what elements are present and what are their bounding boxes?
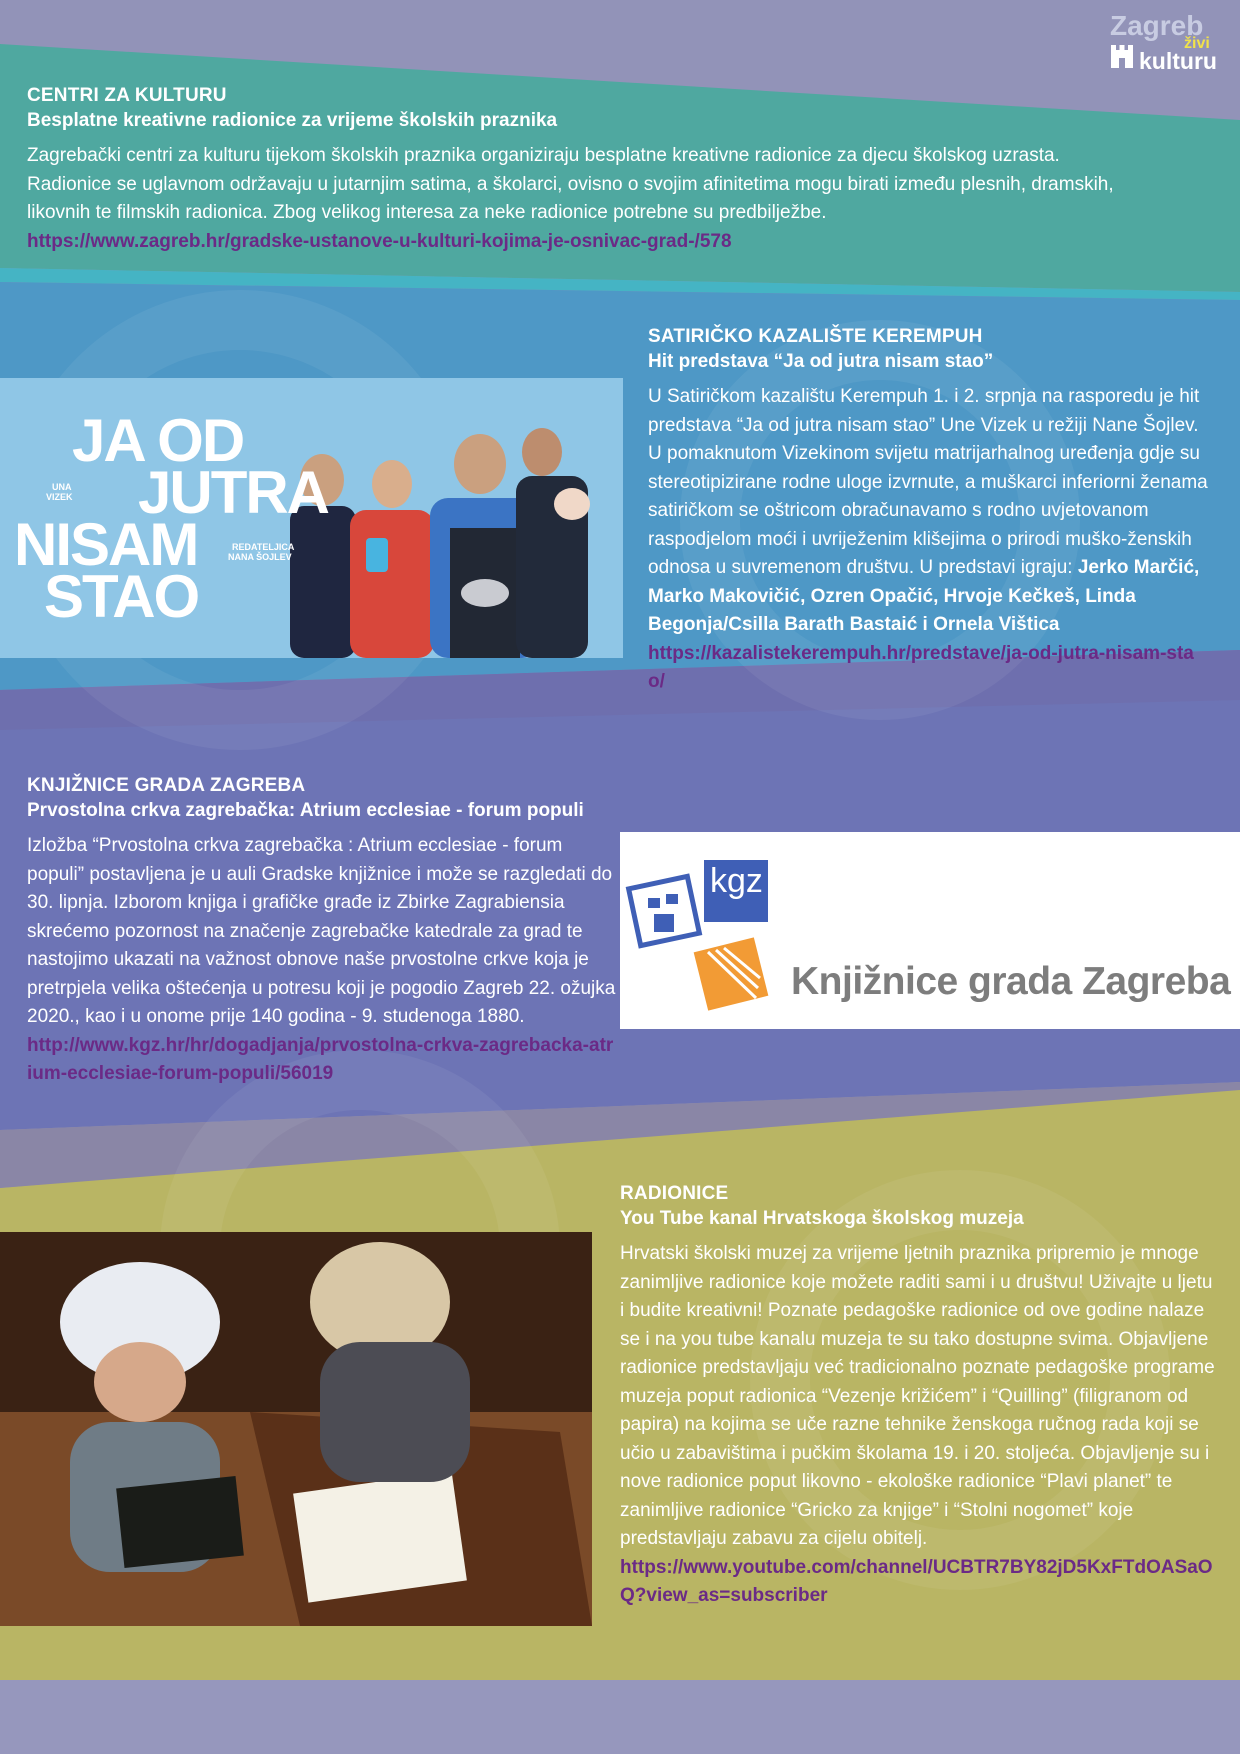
section-centri-za-kulturu [27, 83, 1137, 256]
section-link[interactable]: http://www.kgz.hr/hr/dogadjanja/prvostolna-crkva-zagrebacka-atrium-ecclesiae-forum-populi/56019 [27, 1034, 614, 1084]
section-kicker: CENTRI ZA KULTURU [27, 85, 227, 106]
section-link[interactable]: https://kazalistekerempuh.hr/predstave/ja-od-jutra-nisam-stao/ [648, 642, 1194, 692]
ja-od-jutra-nisam-stao-poster [0, 378, 623, 658]
cast-list: Jerko Marčić, Marko Makovičić, Ozren Opačić, Hrvoje Kečkeš, Linda Begonja/Csilla Barath Bastaić i Ornela Vištica [648, 557, 1200, 635]
logo-line2: živi [1184, 35, 1210, 52]
kgz-logo-name: Knjižnice grada Zagreba [791, 960, 1231, 1003]
section-kerempuh [648, 324, 1210, 697]
actors-illustration [280, 418, 620, 658]
section-subtitle: Hit predstava “Ja od jutra nisam stao” [648, 351, 994, 372]
kgz-logo-panel [620, 832, 1240, 1029]
section-kgz [27, 773, 617, 1089]
poster-author-line2: VIZEK [46, 492, 73, 502]
poster-director-line1: REDATELJICA [232, 542, 295, 552]
section-body [648, 383, 1210, 640]
zagreb-zivi-kulturu-logo [1108, 12, 1228, 72]
body-text: U Satiričkom kazalištu Kerempuh 1. i 2. srpnja na rasporedu je hit predstava “Ja od jutra nisam stao” Une Vizek u režiji Nane Šojlev. U pomaknutom Vizekinom svijetu matrijarhalnog uređenja gdje su stereotipizirane rodne uloge izvrnute, a muškarci inferiorni ženama satiričkom se oštricom obračunavamo s rodno uvjetovanom raspodjelom moći i uvriježenim klišejima o prirodi muško-ženskih odnosa u suvremenom društvu. U predstavi igraju: [648, 386, 1208, 578]
poster-title-line1: JA OD [72, 407, 244, 474]
section-kicker: KNJIŽNICE GRADA ZAGREBA [27, 775, 306, 796]
section-kicker: SATIRIČKO KAZALIŠTE KEREMPUH [648, 326, 983, 347]
section-subtitle: Besplatne kreativne radionice za vrijeme školskih praznika [27, 110, 558, 131]
logo-line1: Zagreb [1110, 10, 1204, 41]
section-radionice [620, 1181, 1220, 1611]
poster-author-line1: UNA [52, 482, 72, 492]
children-at-school-desk-illustration [0, 1232, 592, 1626]
castle-icon [1108, 42, 1136, 70]
section-body: Izložba “Prvostolna crkva zagrebačka : Atrium ecclesiae - forum populi” postavljena je u auli Gradske knjižnice i može se razgledati do 30. lipnja. Izborom knjiga i grafičke građe iz Zbirke Zagrabiensia skrećemo pozornost na značenje zagrebačke katedrale za grad te nastojimo ukazati na važnost obnove naše prvostolne crkve koja je pretrpjela velika oštećenja u potresu koji je pogodio Zagreb 22. ožujka 2020., kao i u onome prije 140 godina - 9. studenoga 1880. [27, 835, 616, 1027]
poster-title-line3: NISAM [14, 511, 198, 578]
kgz-logo-abbr: kgz [710, 862, 763, 900]
section-link[interactable]: https://www.youtube.com/channel/UCBTR7BY82jD5KxFTdOASaOQ?view_as=subscriber [620, 1556, 1213, 1606]
poster-title-line4: STAO [44, 563, 199, 630]
logo-line3: kulturu [1139, 48, 1217, 74]
poster-title-line2: JUTRA [138, 459, 329, 526]
section-subtitle: Prvostolna crkva zagrebačka: Atrium ecclesiae - forum populi [27, 800, 584, 821]
section-body: Zagrebački centri za kulturu tijekom školskih praznika organiziraju besplatne kreativne radionice za djecu školskog uzrasta. Radionice se uglavnom održavaju u jutarnjim satima, a školarci, ovisno o svojim afinitetima mogu birati između plesnih, dramskih, likovnih te filmskih radionica. Zbog velikog interesa za neke radionice potrebne su predbilježbe. [27, 145, 1114, 223]
section-link[interactable]: https://www.zagreb.hr/gradske-ustanove-u-kulturi-kojima-je-osnivac-grad-/578 [27, 230, 732, 252]
section-kicker: RADIONICE [620, 1183, 729, 1204]
section-body: Hrvatski školski muzej za vrijeme ljetnih praznika pripremio je mnoge zanimljive radionice koje možete raditi sami i u društvu! Uživajte u ljetu i budite kreativni! Poznate pedagoške radionice od ove godine nalaze se i na you tube kanalu muzeja te su tako dostupne svima. Objavljene radionice predstavljaju već tradicionalno poznate pedagoške programe muzeja poput radionica “Vezenje križićem” i “Quilling” (filigranom od papira) na kojima se uče razne tehnike ženskoga ručnog rada koji se učio u zabavištima i pučkim školama 19. i 20. stoljeća. Objavljenje su i nove radionice poput likovno - ekološke radionice “Plavi planet” te zanimljive radionice “Gricko za knjige” i “Stolni nogomet” koje predstavljaju zabavu za cijelu obitelj. [620, 1243, 1215, 1549]
poster-director-line2: NANA ŠOJLEV [228, 552, 292, 562]
section-subtitle: You Tube kanal Hrvatskoga školskog muzeja [620, 1208, 1024, 1229]
workshop-photo [0, 1232, 592, 1626]
